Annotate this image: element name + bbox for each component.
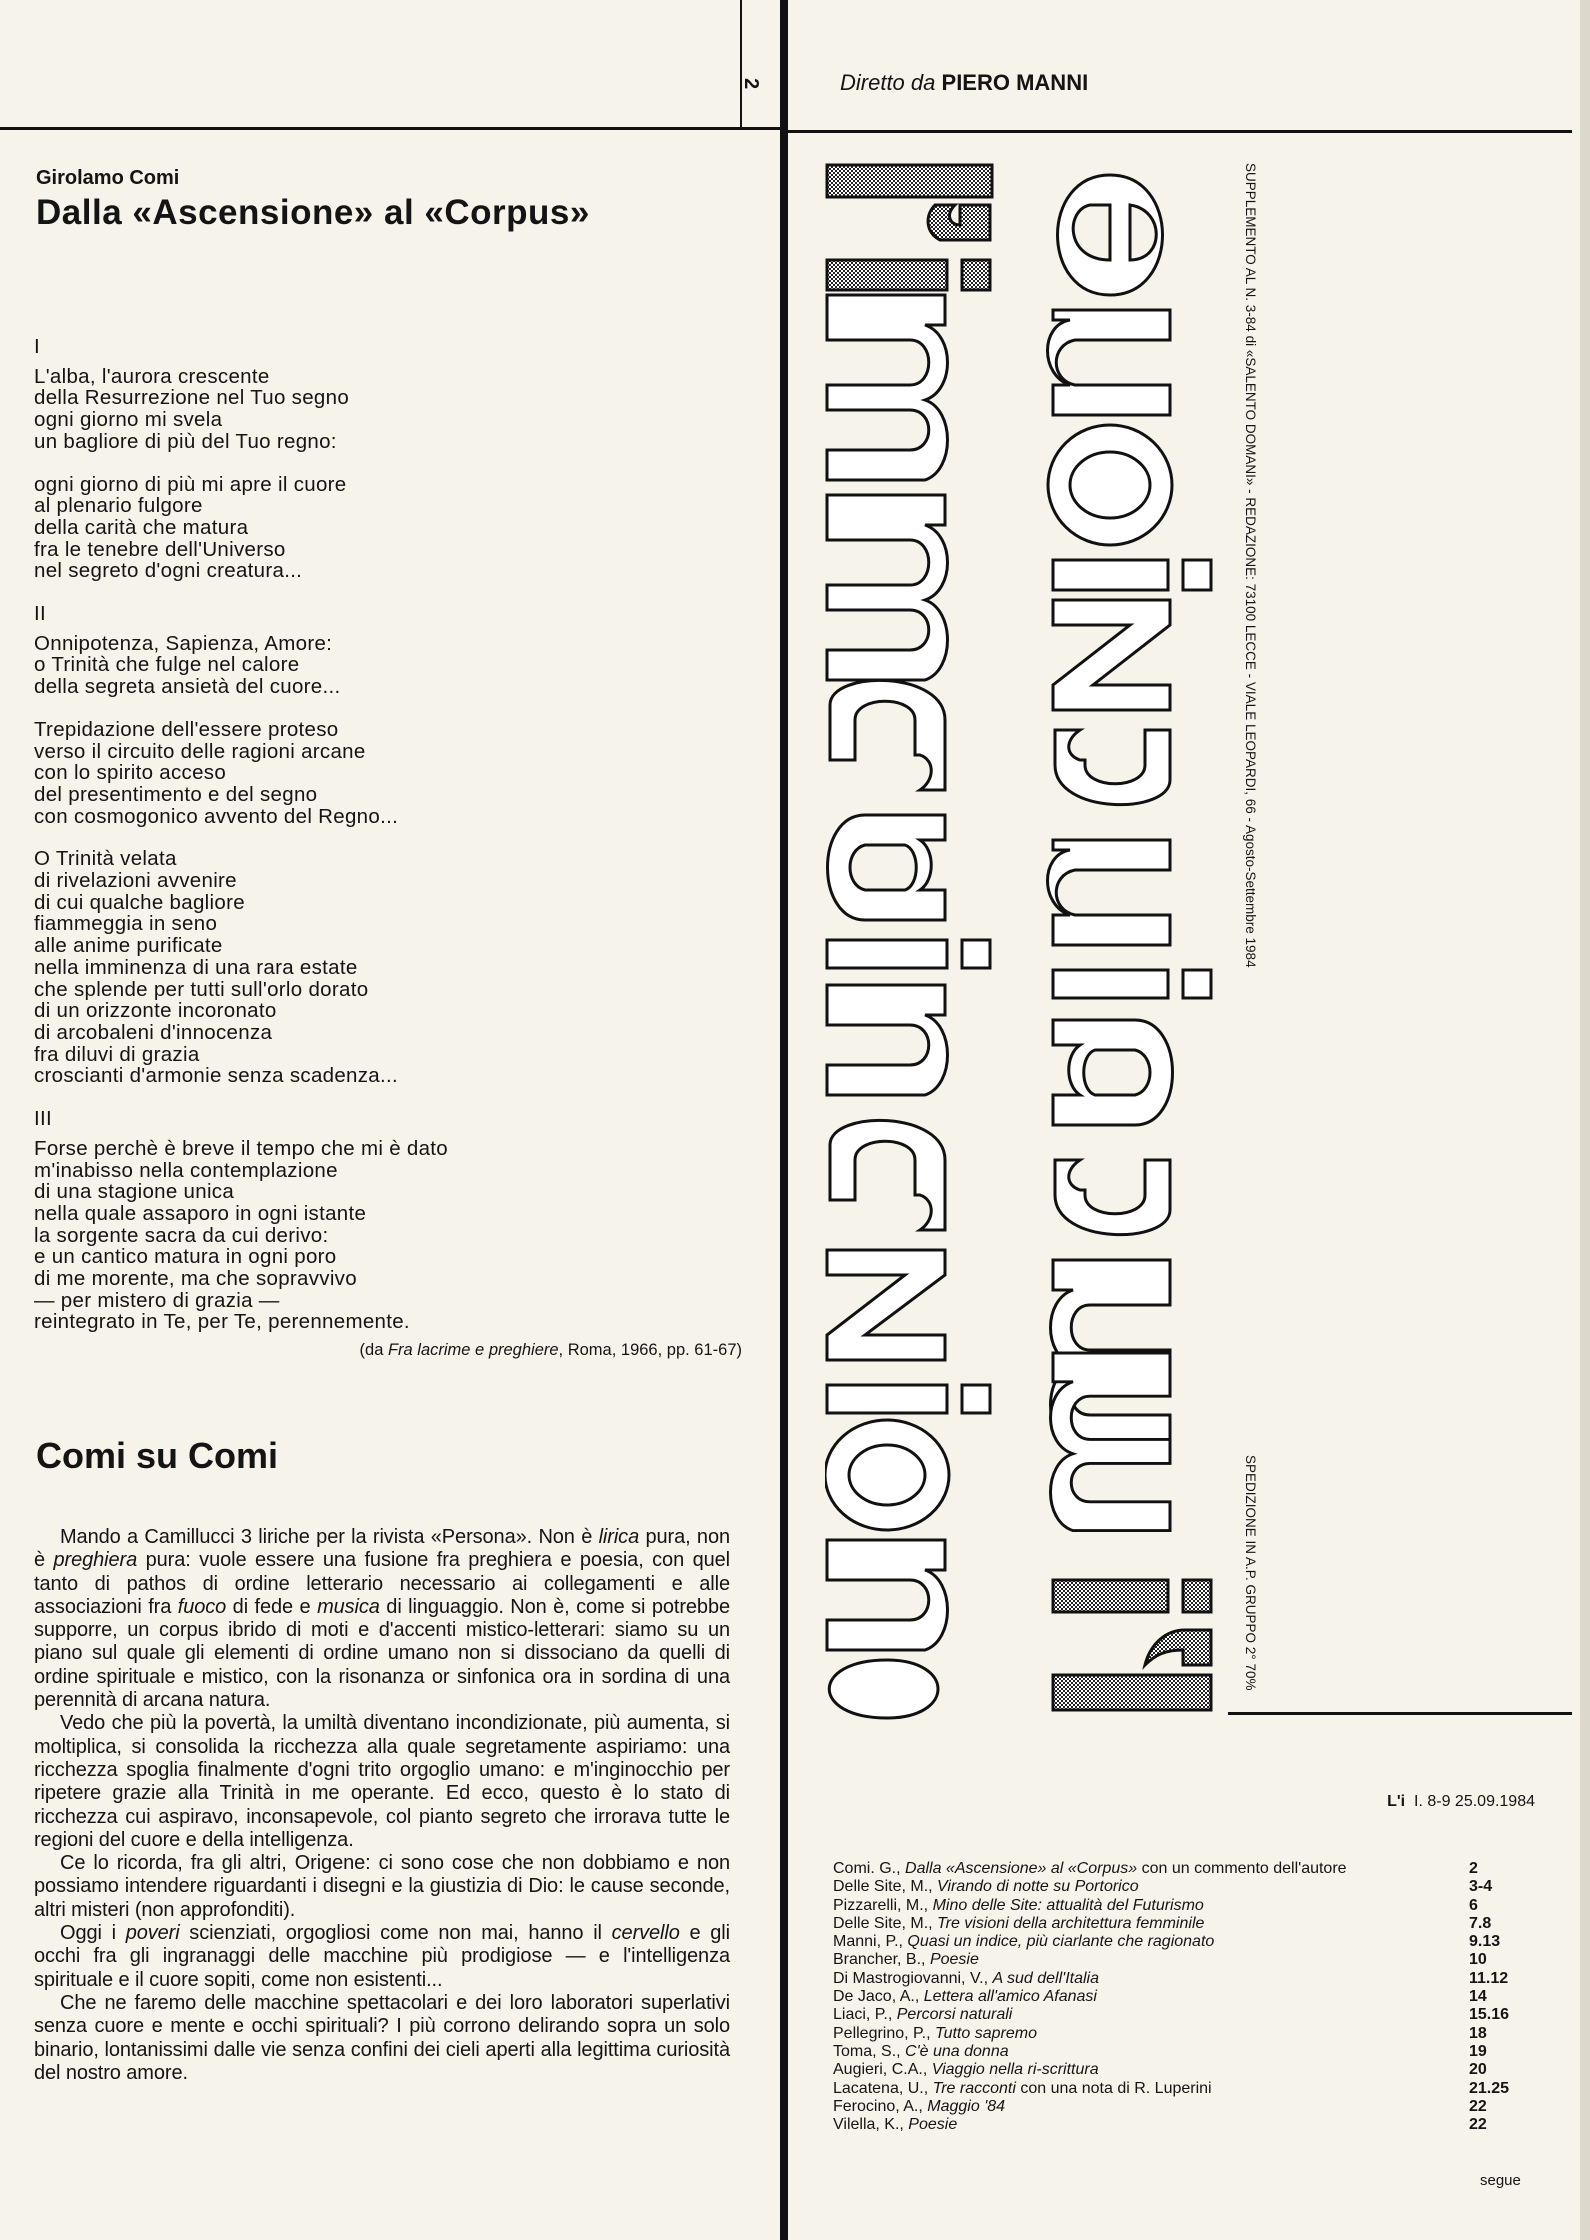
poem-line: ogni giorno mi svela [34,408,223,432]
poem-line: verso il circuito delle ragioni arcane [34,739,366,763]
text-run: Ce lo ricorda, fra gli altri, Origene: ci sono cose che non dobbiamo e non possiamo intendere riguardanti i disegni e la giustizia di Dio: le cause seconde, altri misteri (non approfonditi). [34,1852,730,1921]
toc-author: Manni, P., [833,1933,908,1951]
poem-stanza [34,1138,448,1333]
toc-entry-text [833,1988,1097,2006]
masthead-director [840,70,1088,96]
toc-entry-text [833,1897,1204,1915]
poem-section-number: I [34,335,40,358]
toc-pages: 21.25 [1469,2079,1510,2097]
issue-number-date: I. 8-9 25.09.1984 [1414,1793,1535,1810]
toc-title: Poesie [929,1951,979,1969]
toc-title: Virando di notte su Portorico [937,1878,1139,1896]
logo-m1 [827,295,948,480]
logo-r-i [1053,560,1168,590]
logo-immaginazione-left [825,160,1025,1720]
toc-pages: 2 [1469,1860,1478,1877]
toc-entry [833,2043,1513,2061]
toc-entry-text [833,1878,1139,1896]
emphasis-text: fuoco [177,1595,227,1618]
toc-author: Lacatena, U., [833,2079,933,2097]
poem-line: Forse perchè è breve il tempo che mi è dato [34,1136,448,1160]
toc-author: De Jaco, A., [833,1988,924,2006]
toc-entry [833,2116,1513,2134]
toc-pages: 22 [1469,2097,1487,2115]
emphasis-text: cervello [611,1922,680,1945]
toc-entry-text [833,2006,1012,2024]
poem-line: fra le tenebre dell'Universo [34,537,286,561]
poem-line: della Resurrezione nel Tuo segno [34,386,350,410]
director-name: PIERO MANNI [941,70,1089,95]
emphasis-text: preghiera [53,1549,138,1572]
toc-entry-text [833,2116,957,2134]
logo-r-e [1058,175,1163,295]
logo-r-i-dot [1183,560,1211,590]
logo-i3 [827,1385,947,1413]
poem-line: al plenario fulgore [34,494,203,518]
commentary-paragraph [34,1992,730,2085]
toc-author: Pizzarelli, M., [833,1896,933,1914]
logo-r-i3 [1053,1580,1168,1612]
text-run: Vedo che più la povertà, la umiltà diventano incondizionate, più aumenta, si moltiplica, si consolida la ricchezza alla quale segretamente aspiriamo: una ricchezza spoglia finalmente d'ogni trito orgoglio umano: e m'inginocchio per ripetere grazie alla Trinità in me operante. Ed ecco, questo è lo stato di ricchezza cui aspiravo, inconsapevole, col pianto segreto che irrorava tutte le regioni del cuore e della intelligenza. [34,1712,730,1851]
logo-r-i2-dot [1183,970,1211,998]
toc-author: Comi. G., [833,1860,906,1877]
poem-section-number: II [34,602,46,626]
issue-abbr: L'i [1387,1793,1406,1810]
poem-stanza [34,474,448,583]
toc-entry-text [833,1951,979,1969]
poem-section-number: III [34,1107,52,1131]
shipping-line: SPEDIZIONE IN A.P. GRUPPO 2° 70% [1243,1455,1258,1691]
masthead-bottom-rule [1228,1712,1572,1715]
toc-note: con una nota di R. Luperini [1015,2079,1212,2097]
poem-line: con lo spirito acceso [34,761,227,785]
logo-letters-right [1048,175,1212,1710]
logo-r-n2 [1048,840,1171,945]
poem-line: alle anime purificate [34,934,223,958]
poem-line: nella quale assaporo in ogni istante [34,1201,367,1225]
poem-line: di rivelazioni avvenire [34,869,237,893]
logo-m2 [827,495,948,680]
toc-title: Mino delle Site: attualità del Futurismo [932,1896,1204,1914]
toc-pages: 9.13 [1469,1933,1501,1951]
toc-pages: 22 [1469,2116,1487,2134]
toc-entry [833,1951,1513,1969]
logo-r-l [1053,1675,1211,1710]
toc-entry [833,2098,1513,2116]
logo-r-g [1053,1020,1173,1125]
commentary-paragraph [34,1712,730,1852]
source-book: Fra lacrime e preghiere [387,1341,559,1359]
text-run: Oggi i [60,1922,126,1945]
toc-entry [833,2080,1513,2098]
toc-entry [833,1970,1513,1988]
toc-entry-text [833,2061,1099,2079]
text-run: di linguaggio. Non è, come si potrebbe supporre, un corpus ibrido di moti e d'accenti mistico-letterari: siamo su un piano sul quale gli elementi di ordine umano non si dissociano da quelli di ordine spirituale e mistico, con la risonanza or sinfonica ora in sordina di una perennità di arcana natura. [34,1595,730,1712]
poem-line: croscianti d'armonie senza scadenza... [34,1064,398,1088]
toc-author: Delle Site, M., [833,1878,938,1896]
toc-author: Liaci, P., [833,2006,897,2024]
directed-prefix: Diretto da [840,70,936,95]
page-spine [780,0,788,2240]
poem-line: fra diluvi di grazia [34,1042,200,1066]
toc-title: Quasi un indice, più ciarlante che ragionato [907,1933,1215,1951]
toc-title: Percorsi naturali [896,2006,1013,2024]
toc-author: Augieri, C.A., [833,2061,932,2079]
poem-line: la sorgente sacra da cui derivo: [34,1223,329,1247]
toc-entry [833,1915,1513,1933]
toc-entry-text [833,1915,1204,1933]
poem-stanza [34,719,448,828]
text-run: pura, non è [34,1526,730,1572]
poem-line: nella imminenza di una rara estate [34,955,358,979]
toc-entry-text [833,2025,1037,2043]
poem-title: Dalla «Ascensione» al «Corpus» [36,193,590,232]
toc-entry-text [833,1970,1099,1988]
poem-line: O Trinità velata [34,847,177,871]
toc-pages: 11.12 [1469,1969,1509,1987]
toc-entry [833,1988,1513,2006]
toc-pages: 15.16 [1469,2006,1510,2024]
logo-i [827,260,947,290]
poem-line: fiammeggia in seno [34,912,218,936]
poem-line: con cosmogonico avvento del Regno... [34,804,399,828]
toc-title: C'è una donna [905,2042,1009,2060]
logo-r-a [1055,730,1170,805]
toc-author: Delle Site, M., [833,1914,938,1932]
toc-author: Toma, S., [833,2042,906,2060]
poem-line: — per mistero di grazia — [34,1288,280,1312]
logo-a2 [830,1120,945,1230]
toc-title: Dalla «Ascensione» al «Corpus» [905,1860,1138,1877]
text-run: pura: vuole essere una fusione fra preghiera e poesia, con quel tanto di pathos di ordine letterario necessario ai collegamenti e alle associazioni fra [34,1549,730,1618]
toc-entry-text [833,1860,1347,1878]
toc-author: Ferocino, A., [833,2097,928,2115]
logo-i2 [827,940,947,968]
toc-title: Tutto sapremo [935,2024,1037,2042]
header-rule-left [0,127,780,130]
logo-a [830,680,945,790]
text-run: di fede e [226,1595,318,1618]
poem-author: Girolamo Comi [36,167,180,189]
poem-line: o Trinità che fulge nel calore [34,653,300,677]
toc-entry [833,1860,1513,1878]
text-run: Che ne faremo delle macchine spettacolari e dei loro laboratori superlativi senza cuore e mente e occhi spirituali? I più corrono delirando sopra un solo binario, lontanissimi dalle vie senza confini dei cieli aperti alla legittima curiosità del nostro amore. [34,1991,730,2084]
commentary-paragraph [34,1526,730,1712]
poem-stanza [34,366,448,453]
poem-line: m'inabisso nella contemplazione [34,1158,338,1182]
poem-line: di una stagione unica [34,1180,235,1204]
logo-i-dot [962,260,990,290]
logo-e [829,1660,938,1718]
text-run: scienziati, orgogliosi come non mai, hanno il [179,1922,612,1945]
poem-stanza [34,848,448,1087]
logo-i3-dot [962,1385,990,1413]
poem-body [34,336,448,1354]
supplement-line: SUPPLEMENTO AL N. 3-84 di «SALENTO DOMANI» - REDAZIONE: 73100 LECCE - VIALE LEOPARDI, 66 - Agosto-Settembre 1984 [1243,163,1258,968]
poem-line: del presentimento e del segno [34,782,318,806]
toc-entry-text [833,2043,1009,2061]
poem-line: di me morente, ma che sopravvivo [34,1267,357,1291]
emphasis-text: musica [317,1595,380,1618]
toc-pages: 14 [1469,1988,1487,2006]
logo-r-apostrophe [1145,1630,1211,1665]
poem-stanza [34,633,448,698]
logo-immaginazione-right [1045,160,1220,1720]
poem-line: ogni giorno di più mi apre il cuore [34,472,347,496]
page-number-divider [740,0,742,128]
page-edge [1580,0,1590,2240]
commentary-text [34,1526,730,2085]
text-run: Mando a Camillucci 3 liriche per la rivista «Persona». Non è [60,1526,599,1548]
toc-title: Viaggio nella ri-scrittura [931,2061,1099,2079]
poem-line: della segreta ansietà del cuore... [34,675,341,699]
logo-n [827,985,948,1095]
toc-pages: 19 [1469,2042,1487,2060]
toc-author: Brancher, B., [833,1951,930,1969]
toc-author: Vilella, K., [833,2116,909,2134]
poem-line: nel segreto d'ogni creatura... [34,559,303,583]
toc-title: Poesie [908,2116,958,2134]
source-prefix: (da [359,1341,388,1359]
toc-author: Di Mastrogiovanni, V., [833,1969,993,1987]
toc-title: Maggio '84 [927,2097,1006,2115]
logo-i2-dot [962,940,990,968]
toc-title: Tre racconti [932,2079,1016,2097]
poem-line: della carità che matura [34,515,249,539]
logo-r-z [1053,600,1170,710]
logo-r-i2 [1053,970,1168,998]
logo-l [827,165,992,197]
logo-n2 [827,1540,948,1650]
issue-info [1320,1793,1535,1811]
source-suffix: , Roma, 1966, pp. 61-67) [558,1341,742,1359]
table-of-contents [833,1860,1513,2134]
page-number: 2 [740,77,763,90]
poem-line: che splende per tutti sull'orlo dorato [34,977,369,1001]
toc-entry-text [833,2080,1212,2098]
poem-line: L'alba, l'aurora crescente [34,364,270,388]
logo-letters-left [825,165,992,1718]
toc-entry-text [833,2098,1005,2116]
logo-r-i3-dot [1183,1580,1211,1612]
toc-title: A sud dell'Italia [992,1969,1100,1987]
toc-pages: 6 [1469,1896,1478,1914]
logo-g [828,815,946,920]
poem-line: di cui qualche bagliore [34,890,245,914]
toc-entry [833,1897,1513,1915]
logo-r-n [1048,310,1171,415]
commentary-paragraph [34,1922,730,1992]
logo-z [827,1250,945,1360]
poem-source [290,1341,742,1360]
toc-title: Tre visioni della architettura femminile [937,1914,1205,1932]
logo-apostrophe [928,205,990,240]
poem-line: Trepidazione dell'essere proteso [34,717,339,741]
toc-entry-text [833,1933,1214,1951]
logo-r-a2 [1055,1160,1170,1235]
toc-note: con un commento dell'autore [1137,1860,1347,1877]
poem-line: di un orizzonte incoronato [34,999,277,1023]
logo-r-m2 [1051,1353,1171,1531]
toc-author: Pellegrino, P., [833,2024,935,2042]
text-run: e gli occhi fra gli ingranaggi delle macchine più prodigiose — e l'intelligenza spirituale e il cuore sopiti, come non esistenti... [34,1922,730,1991]
section-title: Comi su Comi [36,1435,279,1476]
toc-pages: 7.8 [1469,1914,1492,1932]
toc-pages: 18 [1469,2024,1487,2042]
toc-pages: 3-4 [1469,1878,1493,1896]
poem-line: di arcobaleni d'innocenza [34,1020,273,1044]
emphasis-text: lirica [598,1526,640,1548]
continued-label: segue [1480,2172,1521,2189]
emphasis-text: poveri [125,1922,180,1945]
toc-title: Lettera all'amico Afanasi [923,1988,1097,2006]
poem-line: un bagliore di più del Tuo regno: [34,429,337,453]
toc-entry [833,1933,1513,1951]
toc-entry [833,1878,1513,1896]
toc-pages: 20 [1469,2061,1487,2079]
toc-entry [833,2006,1513,2024]
poem-line: reintegrato in Te, per Te, perennemente. [34,1310,410,1334]
toc-pages: 10 [1469,1951,1487,1969]
header-rule-right [788,130,1572,133]
toc-entry [833,2025,1513,2043]
poem-line: Onnipotenza, Sapienza, Amore: [34,631,333,655]
commentary-paragraph [34,1852,730,1922]
toc-entry [833,2061,1513,2079]
poem-line: e un cantico matura in ogni poro [34,1245,337,1269]
